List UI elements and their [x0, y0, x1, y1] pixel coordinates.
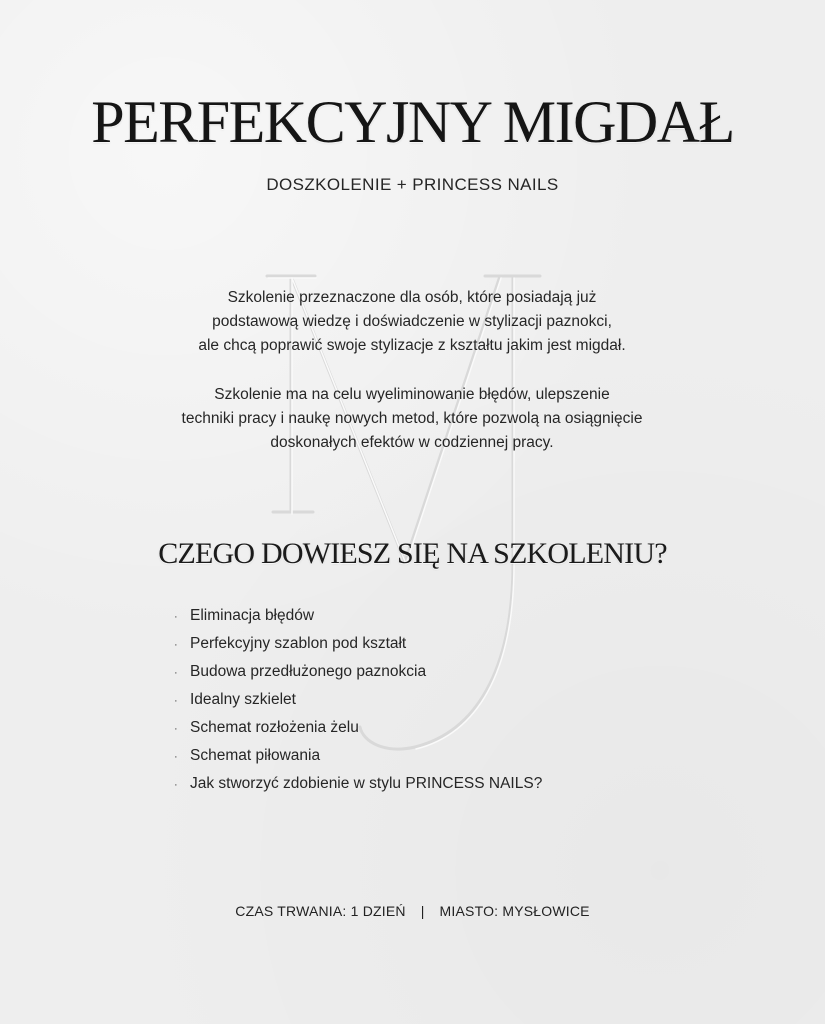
- footer-separator: |: [420, 903, 425, 919]
- list-item-label: Eliminacja błędów: [190, 607, 315, 624]
- list-item-label: Budowa przedłużonego paznokcia: [190, 663, 427, 680]
- bullet-icon: ·: [174, 611, 178, 623]
- list-item: [174, 714, 644, 742]
- intro-line: ale chcą poprawić swoje stylizacje z kształtu jakim jest migdał.: [198, 337, 626, 354]
- list-item: [174, 742, 644, 770]
- list-item: [174, 686, 644, 714]
- list-item: [174, 630, 644, 658]
- bullet-icon: ·: [174, 751, 178, 763]
- page-title: PERFEKCYJNY MIGDAŁ: [91, 89, 734, 155]
- list-item-label: Perfekcyjny szablon pod kształt: [190, 635, 407, 652]
- intro-line: doskonałych efektów w codziennej pracy.: [270, 434, 554, 451]
- intro-line: Szkolenie ma na celu wyeliminowanie błędów, ulepszenie: [214, 386, 610, 403]
- list-item-label: Idealny szkielet: [190, 691, 296, 708]
- list-item-label: Schemat rozłożenia żelu: [190, 719, 359, 736]
- intro-paragraph-2: [112, 383, 712, 455]
- city-text: MIASTO: MYSŁOWICE: [439, 903, 590, 919]
- intro-line: podstawową wiedzę i doświadczenie w stylizacji paznokci,: [212, 313, 612, 330]
- duration-text: CZAS TRWANIA: 1 DZIEŃ: [235, 903, 406, 919]
- intro-paragraph-1: [112, 286, 712, 358]
- intro-line: Szkolenie przeznaczone dla osób, które posiadają już: [227, 289, 597, 306]
- list-item-label: Jak stworzyć zdobienie w stylu PRINCESS NAILS?: [190, 775, 543, 792]
- page-subtitle: DOSZKOLENIE + PRINCESS NAILS: [266, 175, 559, 194]
- list-item: [174, 770, 644, 798]
- list-item: [174, 658, 644, 686]
- intro-line: techniki pracy i naukę nowych metod, które pozwolą na osiągnięcie: [181, 410, 643, 427]
- bullet-icon: ·: [174, 779, 178, 791]
- bullet-icon: ·: [174, 639, 178, 651]
- bullet-icon: ·: [174, 695, 178, 707]
- topics-list: [174, 602, 644, 798]
- bullet-icon: ·: [174, 723, 178, 735]
- section-title: CZEGO DOWIESZ SIĘ NA SZKOLENIU?: [158, 537, 667, 570]
- bullet-icon: ·: [174, 667, 178, 679]
- list-item: [174, 602, 644, 630]
- list-item-label: Schemat piłowania: [190, 747, 321, 764]
- footer-info: [0, 903, 825, 919]
